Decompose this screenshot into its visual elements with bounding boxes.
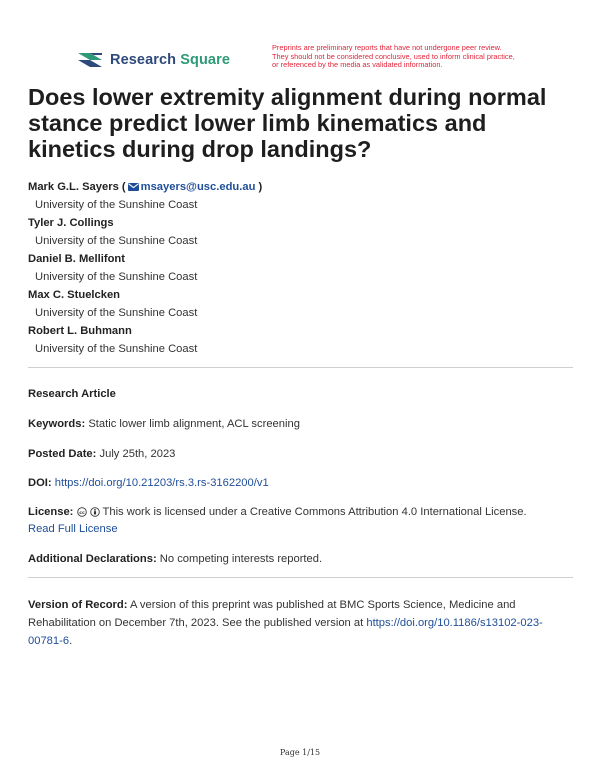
keywords-field: Keywords: Static lower limb alignment, ACL screening (28, 418, 300, 430)
author-affiliation: University of the Sunshine Coast (35, 199, 198, 211)
author-name: Daniel B. Mellifont (28, 253, 125, 265)
author-name: Tyler J. Collings (28, 217, 114, 229)
brand-name: Research Square (110, 52, 230, 68)
creative-commons-icon (77, 507, 87, 517)
article-type: Research Article (28, 388, 116, 400)
posted-date-field: Posted Date: July 25th, 2023 (28, 448, 176, 460)
author-affiliation: University of the Sunshine Coast (35, 343, 198, 355)
doi-link[interactable]: https://doi.org/10.21203/rs.3.rs-3162200/v1 (54, 477, 269, 489)
mail-icon (128, 183, 139, 191)
attribution-icon (90, 507, 100, 517)
author-name: Robert L. Buhmann (28, 325, 132, 337)
published-version-link[interactable]: https://doi.org/10.1186/s13102-023-00781-6 (28, 617, 543, 647)
preprint-disclaimer: Preprints are preliminary reports that have not undergone peer review. They should not be considered conclusive, used to inform clinical practice, or referenced by the media as validated information. (272, 43, 515, 70)
author-email-link[interactable]: msayers@usc.edu.au (140, 181, 256, 193)
author-affiliation: University of the Sunshine Coast (35, 235, 198, 247)
research-square-logo[interactable] (76, 49, 230, 71)
author-list (28, 178, 573, 358)
page-header (76, 44, 546, 78)
author-name: Max C. Stuelcken (28, 289, 121, 301)
page-number: Page 1/15 (279, 748, 321, 757)
divider (28, 367, 573, 368)
svg-text:cc: cc (78, 510, 85, 516)
article-title: Does lower extremity alignment during normal stance predict lower limb kinematics and kinetics during drop landings? (28, 84, 547, 162)
doi-field: DOI: https://doi.org/10.21203/rs.3.rs-3162200/v1 (28, 477, 269, 489)
additional-declarations-field: Additional Declarations: No competing interests reported. (28, 553, 323, 565)
author-name: Mark G.L. Sayers ( msayers@usc.edu.au ) (28, 181, 263, 193)
license-field: License: cc This work is licensed under a Creative Commons Attribution 4.0 International License. Read Full License (28, 506, 527, 535)
version-of-record-field: Version of Record: A version of this preprint was published at BMC Sports Science, Medicine and Rehabilitation on December 7th, 2023. See the published version at https://doi.org/10.1186/s13102-023-00781-6. (28, 599, 543, 647)
divider (28, 577, 573, 578)
author-affiliation: University of the Sunshine Coast (35, 307, 198, 319)
read-full-license-link[interactable]: Read Full License (28, 523, 118, 535)
author-affiliation: University of the Sunshine Coast (35, 271, 198, 283)
research-square-logo-icon (76, 49, 104, 71)
